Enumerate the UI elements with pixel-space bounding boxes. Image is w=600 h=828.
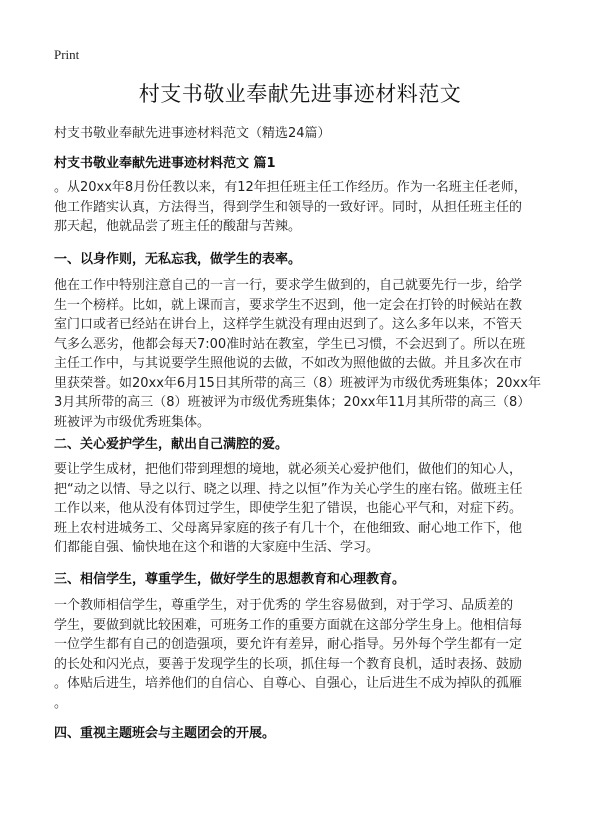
text-line: 室门口或者已经站在讲台上，这样学生就没有理由迟到了。这么多年以来，不管天 bbox=[54, 317, 523, 332]
section-heading-3: 三、相信学生，尊重学生，做好学生的思想教育和心理教育。 bbox=[54, 572, 406, 587]
text-line: 的长处和闪光点，要善于发现学生的长项，抓住每一个教育良机，适时表扬、鼓励 bbox=[54, 656, 523, 672]
text-line: 工作以来，他从没有体罚过学生，即使学生犯了错误，也能心平气和，对症下药。 bbox=[54, 501, 523, 516]
text-line: 班上农村进城务工、父母离异家庭的孩子有几十个，在他细致、耐心地工作下，他 bbox=[54, 520, 523, 536]
text-line: 们都能自强、愉快地在这个和谐的大家庭中生活、学习。 bbox=[54, 540, 380, 555]
text-line: 一个教师相信学生，尊重学生，对于优秀的 学生容易做到，对于学习、品质差的 bbox=[54, 598, 514, 613]
text-line: 主任工作中，与其说要学生照他说的去做，不如改为照他做的去做。并且多次在市 bbox=[54, 356, 523, 371]
section-paragraph-3 bbox=[54, 596, 554, 713]
text-line: 他工作踏实认真，方法得当，得到学生和领导的一致好评。同时，从担任班主任的 bbox=[54, 199, 523, 215]
text-line: 。从20xx年8月份任教以来，有12年担任班主任工作经历。作为一名班主任老师， bbox=[54, 180, 527, 195]
text-line: 生一个榜样。比如，就上课而言，要求学生不迟到，他一定会在打铃的时候站在教 bbox=[54, 297, 523, 313]
section-heading-4: 四、重视主题班会与主题团会的开展。 bbox=[54, 726, 276, 741]
document-subtitle: 村支书敬业奉献先进事迹材料范文（精选24篇） bbox=[54, 126, 331, 141]
text-line: 。 bbox=[54, 695, 68, 711]
text-line: 3月其所带的高三（8）班被评为市级优秀班集体；20xx年11月其所带的高三（8） bbox=[54, 395, 531, 410]
article-heading: 村支书敬业奉献先进事迹材料范文 篇1 bbox=[54, 156, 276, 171]
text-line: 学生，要做到就比较困难，可班务工作的重要方面就在这部分学生身上。他相信每 bbox=[54, 617, 523, 633]
section-heading-1: 一、以身作则，无私忘我，做学生的表率。 bbox=[54, 252, 302, 267]
document-title: 村支书敬业奉献先进事迹材料范文 bbox=[138, 82, 462, 106]
text-line: 一位学生都有自己的创造强项，要允许有差异，耐心指导。另外每个学生都有一定 bbox=[54, 637, 523, 652]
text-line: 他在工作中特别注意自己的一言一行，要求学生做到的，自己就要先行一步，给学 bbox=[54, 278, 523, 293]
intro-paragraph bbox=[54, 178, 554, 237]
print-label[interactable]: Print bbox=[54, 47, 80, 62]
text-line: 。体贴后进生，培养他们的自信心、自尊心、自强心，让后进生不成为掉队的孤雁 bbox=[54, 676, 523, 691]
text-line: 要让学生成材，把他们带到理想的境地，就必须关心爱护他们，做他们的知心人， bbox=[54, 462, 523, 477]
section-heading-2: 二、关心爱护学生，献出自己满腔的爱。 bbox=[54, 437, 289, 452]
section-paragraph-2 bbox=[54, 460, 554, 558]
text-line: 那天起，他就品尝了班主任的酸甜与苦辣。 bbox=[54, 219, 302, 234]
text-line: 里获荣誉。如20xx年6月15日其所带的高三（8）班被评为市级优秀班集体；20xx年 bbox=[54, 375, 541, 391]
section-paragraph-1 bbox=[54, 276, 554, 432]
text-line: 气多么恶劣，他都会每天7:00准时站在教室，学生已习惯，不会迟到了。所以在班 bbox=[54, 336, 526, 352]
text-line: 班被评为市级优秀班集体。 bbox=[54, 414, 211, 430]
text-line: 把“动之以情、导之以行、晓之以理、持之以恒”作为关心学生的座右铭。做班主任 bbox=[54, 481, 523, 497]
